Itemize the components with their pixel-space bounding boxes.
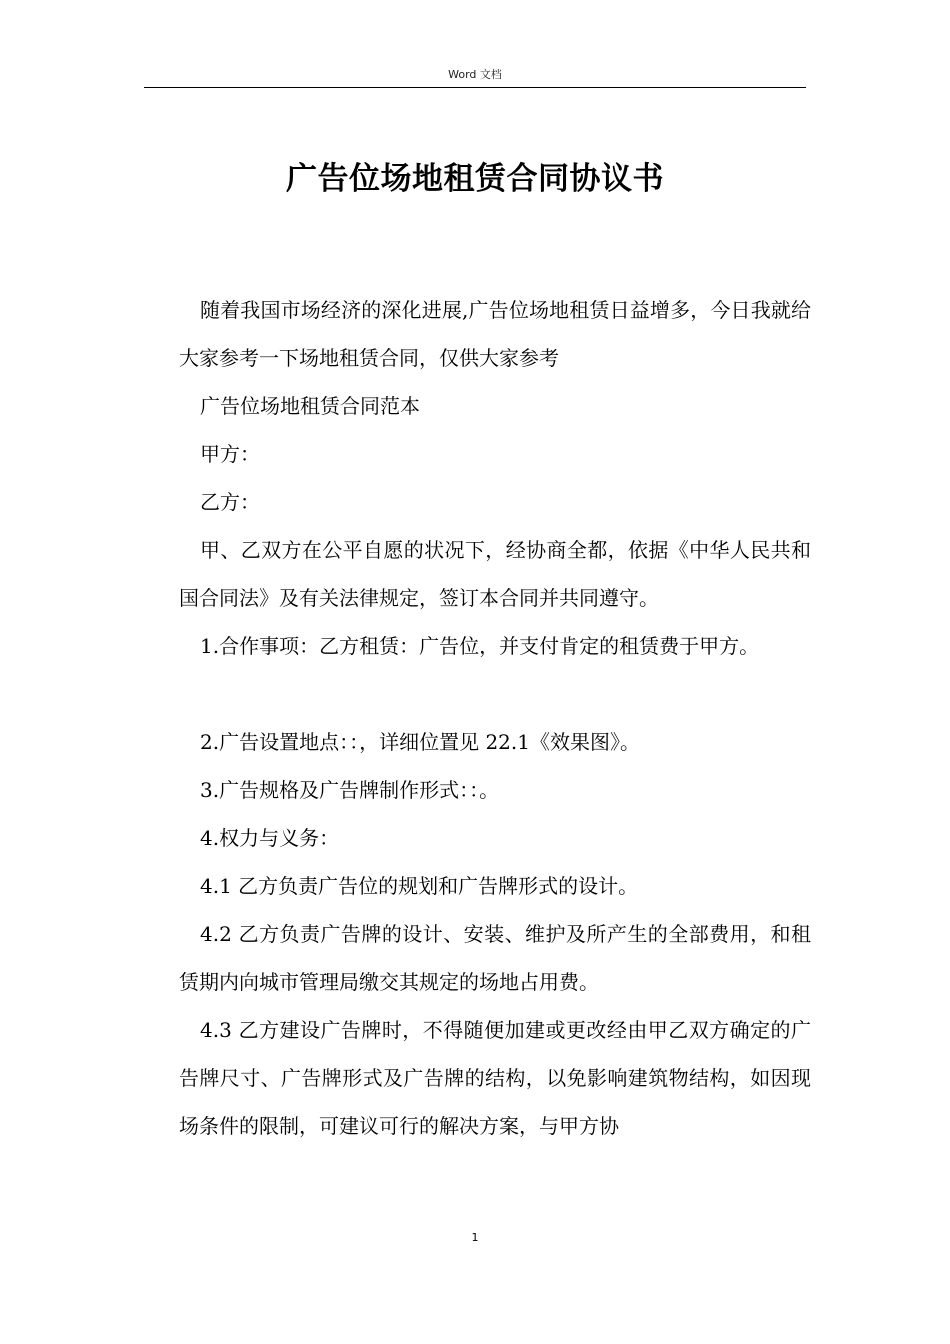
paragraph-clause-4-1: 4.1 乙方负责广告位的规划和广告牌形式的设计。 bbox=[200, 874, 639, 898]
paragraph-intro: 随着我国市场经济的深化进展,广告位场地租赁日益增多，今日我就给大家参考一下场地租赁合同，仅供大家参考 bbox=[179, 298, 811, 370]
paragraph-clause-4-3: 4.3 乙方建设广告牌时，不得随便加建或更改经由甲乙双方确定的广告牌尺寸、广告牌形式及广告牌的结构，以免影响建筑物结构，如因现场条件的限制，可建议可行的解决方案，与甲方协 bbox=[179, 1018, 811, 1138]
document-body bbox=[179, 286, 811, 1150]
paragraph-clause-2: 2.广告设置地点：：，详细位置见 22.1《效果图》。 bbox=[200, 730, 640, 754]
paragraph-party-b: 乙方： bbox=[200, 490, 260, 514]
paragraph-clause-3: 3.广告规格及广告牌制作形式：：。 bbox=[200, 778, 500, 802]
document-title: 广告位场地租赁合同协议书 bbox=[286, 161, 664, 197]
paragraph-party-a: 甲方： bbox=[200, 442, 260, 466]
paragraph-blank bbox=[179, 670, 811, 718]
page-header: Word 文档 bbox=[448, 68, 502, 81]
header-rule bbox=[144, 87, 806, 88]
page-number: 1 bbox=[471, 1231, 479, 1244]
paragraph-clause-1: 1.合作事项：乙方租赁：广告位，并支付肯定的租赁费于甲方。 bbox=[200, 634, 760, 658]
paragraph-clause-4-2: 4.2 乙方负责广告牌的设计、安装、维护及所产生的全部费用，和租赁期内向城市管理局缴交其规定的场地占用费。 bbox=[179, 922, 811, 994]
paragraph-clause-4: 4.权力与义务： bbox=[200, 826, 340, 850]
paragraph-template-title: 广告位场地租赁合同范本 bbox=[200, 394, 420, 418]
paragraph-agreement: 甲、乙双方在公平自愿的状况下，经协商全都，依据《中华人民共和国合同法》及有关法律规定，签订本合同并共同遵守。 bbox=[179, 538, 811, 610]
